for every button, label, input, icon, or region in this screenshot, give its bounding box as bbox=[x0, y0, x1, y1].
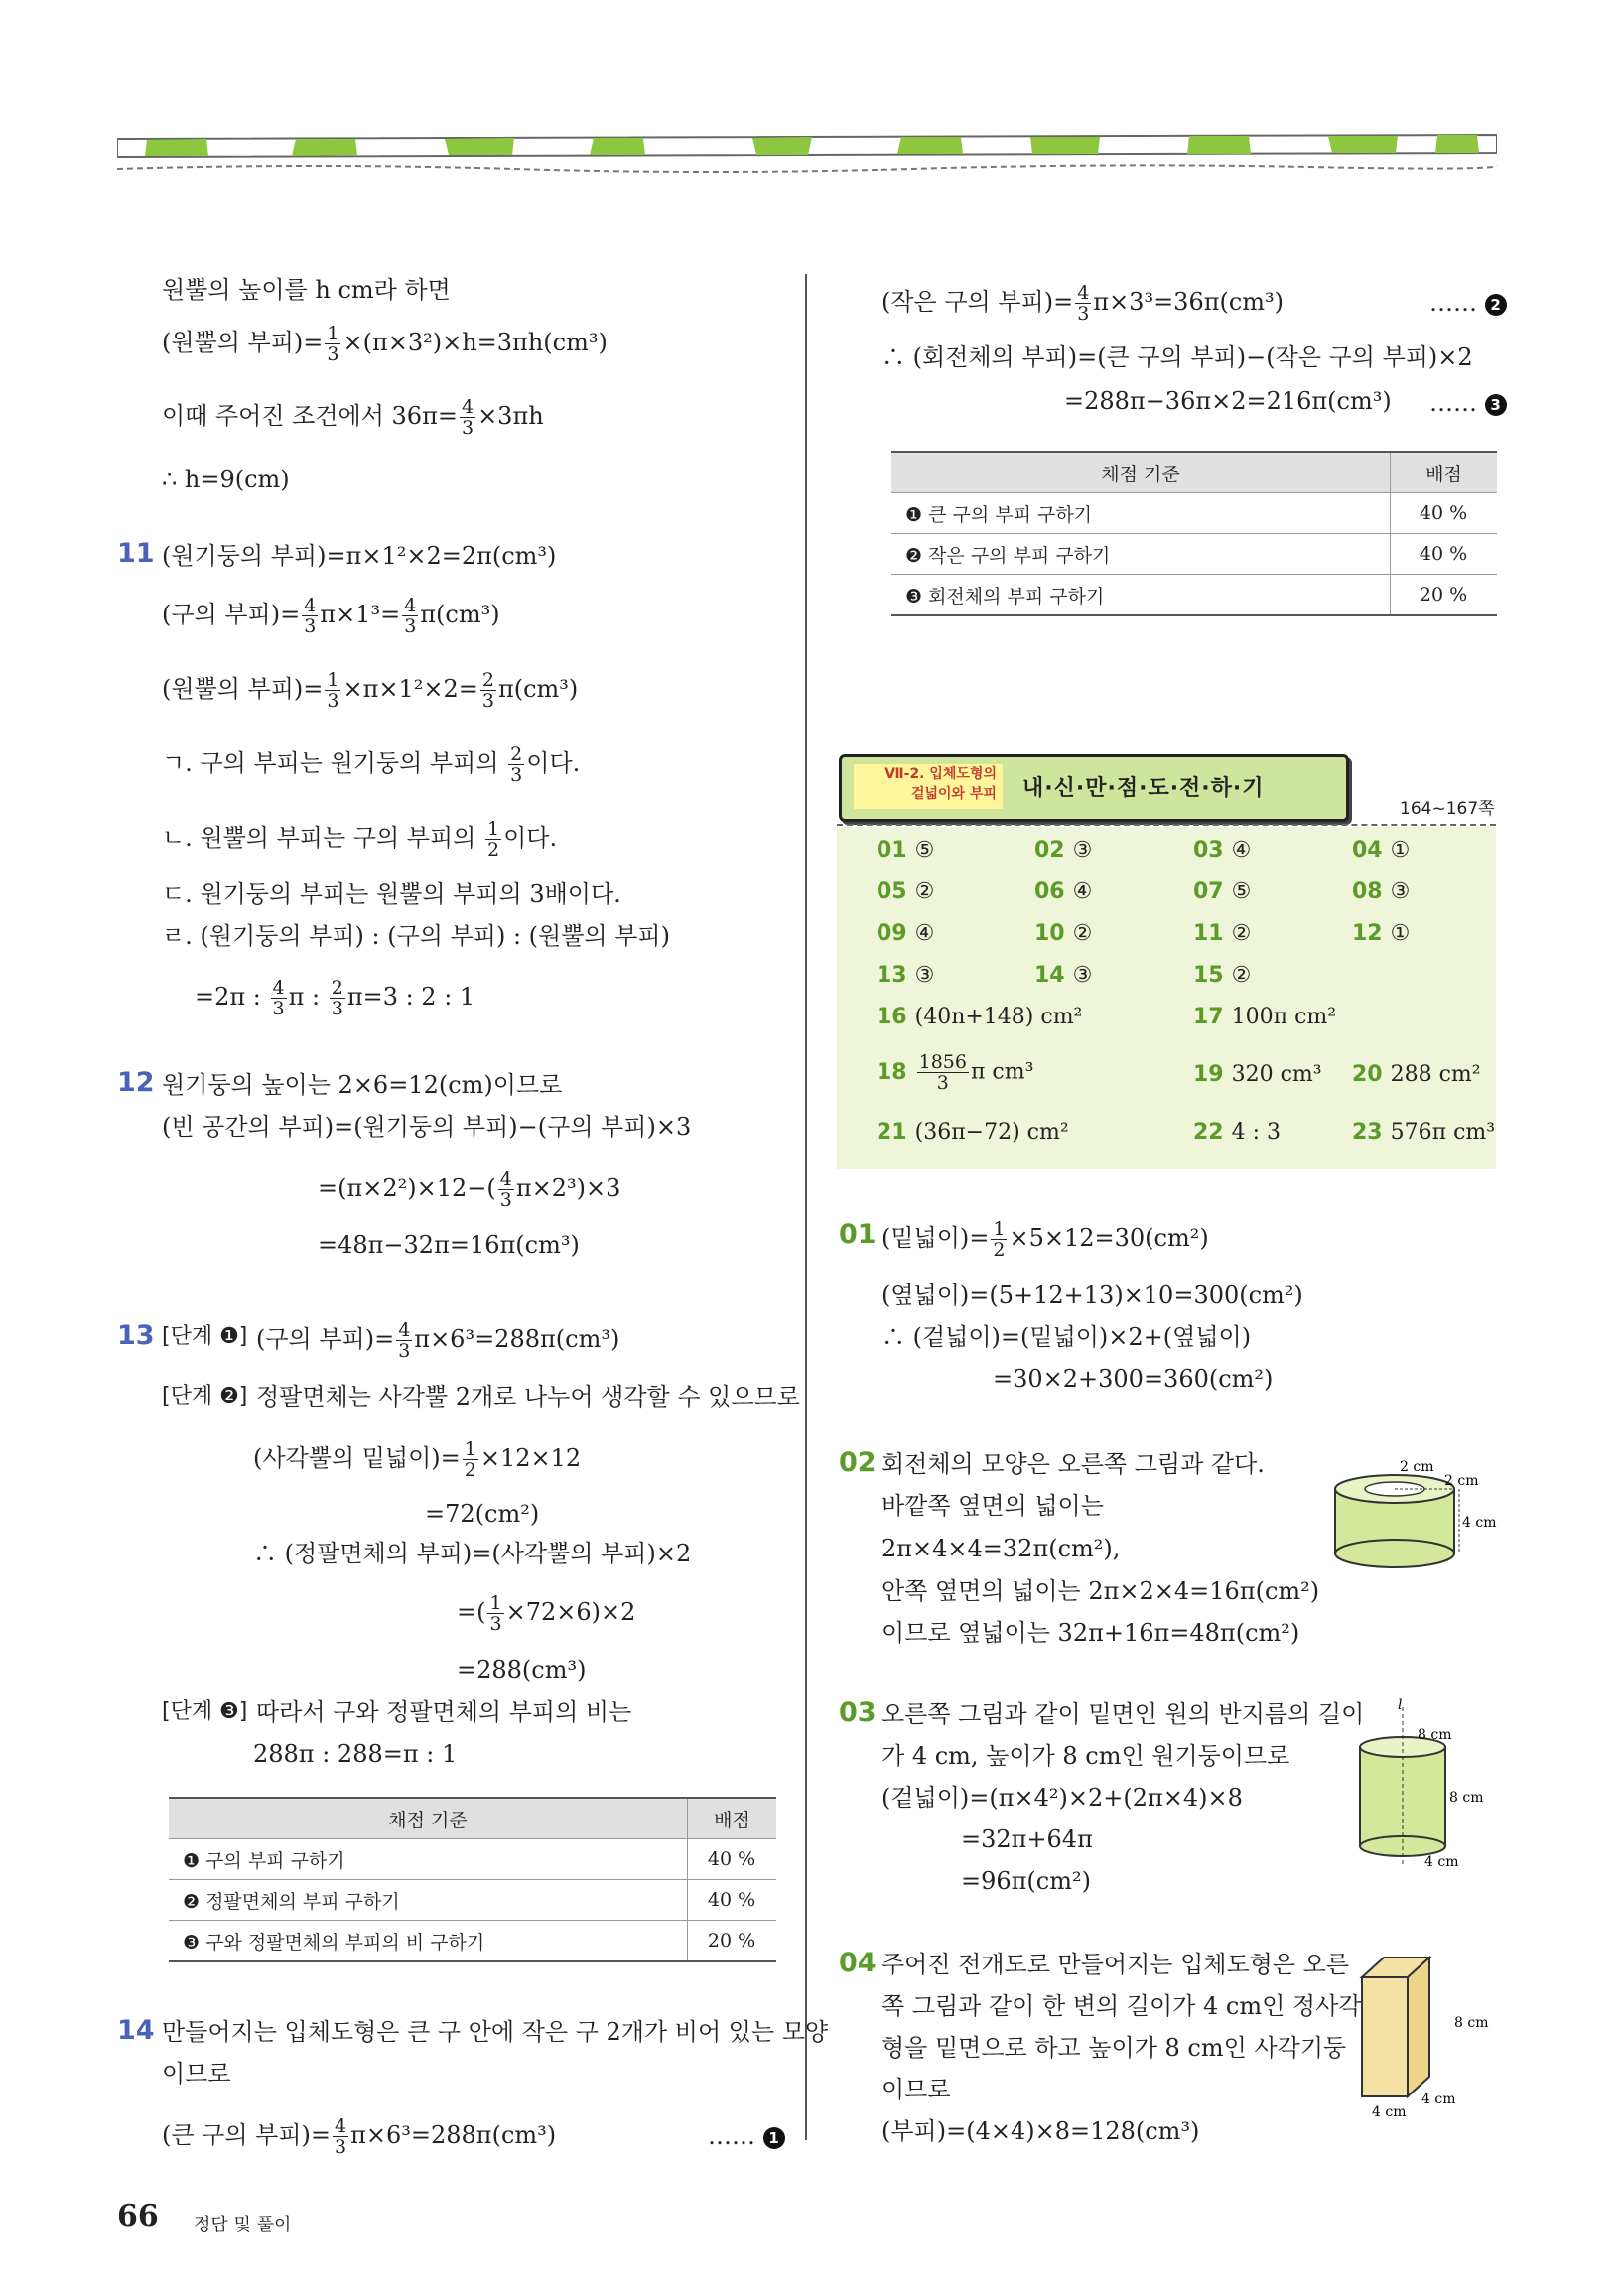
svg-text:l: l bbox=[1398, 1697, 1403, 1713]
text-line: ∴ h=9(cm) bbox=[162, 466, 290, 493]
svg-text:2 cm: 2 cm bbox=[1444, 1473, 1479, 1489]
step-label: [단계 ❷] bbox=[162, 1384, 248, 1409]
text-line: 이므로 bbox=[162, 2060, 231, 2088]
text-line: ∴ (정팔면체의 부피)=(사각뿔의 부피)×2 bbox=[253, 1540, 692, 1567]
text-line: ㄷ. 원기둥의 부피는 원뿔의 부피의 3배이다. bbox=[162, 880, 621, 908]
text-line: (큰 구의 부피)= $\frac{4}{3}$ π×6³=288π(cm³) bbox=[162, 2115, 557, 2158]
text-line: 안쪽 옆면의 넓이는 2π×2×4=16π(cm²) bbox=[881, 1577, 1320, 1605]
text-line: 288π : 288=π : 1 bbox=[253, 1740, 458, 1768]
text-line: =96π(cm²) bbox=[961, 1867, 1091, 1895]
answer-item: 20 288 cm² bbox=[1352, 1062, 1481, 1087]
banner-rule bbox=[837, 824, 1496, 826]
text-line: ∴ (겉넓이)=(밑넓이)×2+(옆넓이) bbox=[881, 1323, 1252, 1351]
answer-item: 03 ④ bbox=[1193, 838, 1252, 863]
answer-item: 21 (36π−72) cm² bbox=[877, 1120, 1069, 1145]
answer-item: 12 ① bbox=[1352, 921, 1411, 946]
answer-item: 22 4 : 3 bbox=[1193, 1120, 1282, 1145]
text-line: ㄱ. 구의 부피는 원기둥의 부피의 $\frac{2}{3}$ 이다. bbox=[162, 743, 581, 786]
text-line: 가 4 cm, 높이가 8 cm인 원기둥이므로 bbox=[881, 1742, 1290, 1770]
table-row: ❷ 정팔면체의 부피 구하기 40 % bbox=[169, 1880, 776, 1921]
question-number: 03 bbox=[839, 1697, 877, 1728]
answer-item: 10 ② bbox=[1034, 921, 1093, 946]
text-line: 바깥쪽 옆면의 넓이는 bbox=[881, 1492, 1104, 1520]
svg-text:8 cm: 8 cm bbox=[1418, 1727, 1452, 1743]
answer-item: 19 320 cm³ bbox=[1193, 1062, 1322, 1087]
footer-title: 정답 및 풀이 bbox=[194, 2215, 292, 2235]
question-number: 11 bbox=[117, 538, 155, 569]
answer-item: 13 ③ bbox=[877, 963, 935, 988]
text-line: (겉넓이)=(π×4²)×2+(2π×4)×8 bbox=[881, 1784, 1243, 1812]
text-line: (원뿔의 부피)= $\frac{1}{3}$ ×π×1²×2= $\frac{2}{3}$ π(cm³) bbox=[162, 669, 579, 712]
step-marker: …… 2 bbox=[1429, 286, 1507, 320]
step-label: [단계 ❶] bbox=[162, 1324, 248, 1349]
svg-text:4 cm: 4 cm bbox=[1424, 1854, 1459, 1870]
text-line: 오른쪽 그림과 같이 밑면인 원의 반지름의 길이 bbox=[881, 1700, 1365, 1728]
text-line: =30×2+300=360(cm²) bbox=[993, 1365, 1274, 1393]
table-header: 배점 bbox=[1391, 452, 1498, 493]
table-row: ❶ 큰 구의 부피 구하기 40 % bbox=[891, 493, 1497, 534]
answer-item: 09 ④ bbox=[877, 921, 935, 946]
text-line: 따라서 구와 정팔면체의 부피의 비는 bbox=[256, 1698, 632, 1726]
text-line: (부피)=(4×4)×8=128(cm³) bbox=[881, 2117, 1200, 2145]
answer-item: 05 ② bbox=[877, 879, 935, 904]
answer-item: 04 ① bbox=[1352, 838, 1411, 863]
answer-item: 01 ⑤ bbox=[877, 838, 935, 863]
answer-item: 06 ④ bbox=[1034, 879, 1093, 904]
answer-item: 11 ② bbox=[1193, 921, 1252, 946]
ring-cylinder-figure bbox=[1320, 1459, 1499, 1578]
text-line: 이므로 bbox=[881, 2076, 951, 2103]
text-line: (원뿔의 부피)= $\frac{1}{3}$ ×(π×3²)×h=3πh(cm³) bbox=[162, 323, 608, 365]
page-range: 164~167쪽 bbox=[1400, 799, 1495, 819]
text-line: 형을 밑면으로 하고 높이가 8 cm인 사각기둥 bbox=[881, 2034, 1347, 2062]
table-row: ❸ 구와 정팔면체의 부피의 비 구하기 20 % bbox=[169, 1921, 776, 1962]
text-line: =48π−32π=16π(cm³) bbox=[318, 1231, 580, 1259]
page-number: 66 bbox=[117, 2199, 159, 2233]
text-line: =72(cm²) bbox=[425, 1500, 540, 1528]
text-line: =( $\frac{1}{3}$ ×72×6)×2 bbox=[457, 1592, 636, 1635]
text-line: (사각뿔의 밑넓이)= $\frac{1}{2}$ ×12×12 bbox=[253, 1438, 582, 1481]
text-line: =288(cm³) bbox=[457, 1656, 587, 1684]
question-number: 02 bbox=[839, 1447, 877, 1478]
text-line: 2π×4×4=32π(cm²), bbox=[881, 1535, 1121, 1562]
text-line: ∴ (회전체의 부피)=(큰 구의 부피)−(작은 구의 부피)×2 bbox=[881, 343, 1473, 371]
text-line: (원기둥의 부피)=π×1²×2=2π(cm³) bbox=[162, 542, 557, 570]
text-line: =2π : $\frac{4}{3}$ π : $\frac{2}{3}$ π=3 : 2 : 1 bbox=[195, 977, 475, 1019]
question-number: 01 bbox=[839, 1219, 877, 1250]
text-line: 쪽 그림과 같이 한 변의 길이가 4 cm인 정사각 bbox=[881, 1992, 1362, 2020]
svg-text:8 cm: 8 cm bbox=[1449, 1790, 1484, 1806]
text-line: 정팔면체는 사각뿔 2개로 나누어 생각할 수 있으므로 bbox=[256, 1383, 800, 1411]
question-number: 13 bbox=[117, 1320, 155, 1351]
svg-text:4 cm: 4 cm bbox=[1421, 2092, 1456, 2107]
prism-figure bbox=[1350, 1948, 1499, 2126]
text-line: =(π×2²)×12−( $\frac{4}{3}$ π×2³)×3 bbox=[318, 1168, 621, 1211]
answer-item: 16 (40n+148) cm² bbox=[877, 1005, 1083, 1029]
unit-label: Ⅶ-2. 입체도형의 겉넓이와 부피 bbox=[854, 764, 1003, 809]
table-header: 배점 bbox=[688, 1798, 777, 1839]
answer-item: 17 100π cm² bbox=[1193, 1005, 1337, 1029]
text-line: ㄹ. (원기둥의 부피) : (구의 부피) : (원뿔의 부피) bbox=[162, 922, 670, 950]
text-line: (밑넓이)= $\frac{1}{2}$ ×5×12=30(cm²) bbox=[881, 1218, 1209, 1261]
text-line: ㄴ. 원뿔의 부피는 구의 부피의 $\frac{1}{2}$ 이다. bbox=[162, 818, 558, 861]
text-line: 이므로 옆넓이는 32π+16π=48π(cm²) bbox=[881, 1619, 1300, 1647]
table-header: 채점 기준 bbox=[891, 452, 1391, 493]
column-divider bbox=[805, 274, 807, 2140]
step-marker: …… 1 bbox=[708, 2119, 785, 2153]
text-line: (구의 부피)= $\frac{4}{3}$ π×1³= $\frac{4}{3}$ π(cm³) bbox=[162, 595, 500, 637]
text-line: 주어진 전개도로 만들어지는 입체도형은 오른 bbox=[881, 1951, 1350, 1978]
scoring-table bbox=[169, 1797, 776, 1962]
text-line: 이때 주어진 조건에서 36π= $\frac{4}{3}$ ×3πh bbox=[162, 396, 544, 439]
text-line: (옆넓이)=(5+12+13)×10=300(cm²) bbox=[881, 1282, 1303, 1309]
svg-text:8 cm: 8 cm bbox=[1454, 2015, 1489, 2031]
answer-item: 07 ⑤ bbox=[1193, 879, 1252, 904]
text-line: 원기둥의 높이는 2×6=12(cm)이므로 bbox=[162, 1071, 563, 1099]
scoring-table bbox=[891, 451, 1497, 616]
answer-item: 14 ③ bbox=[1034, 963, 1093, 988]
table-row: ❷ 작은 구의 부피 구하기 40 % bbox=[891, 534, 1497, 575]
text-line: =288π−36π×2=216π(cm³) bbox=[1064, 387, 1392, 415]
question-number: 04 bbox=[839, 1948, 877, 1978]
answer-item: 23 576π cm³ bbox=[1352, 1120, 1496, 1145]
svg-text:4 cm: 4 cm bbox=[1462, 1515, 1497, 1531]
answer-item: 18 $\frac{1856}{3}$ π cm³ bbox=[877, 1051, 1034, 1094]
text-line: (작은 구의 부피)= $\frac{4}{3}$ π×3³=36π(cm³) bbox=[881, 282, 1285, 325]
text-line: 회전체의 모양은 오른쪽 그림과 같다. bbox=[881, 1450, 1265, 1478]
answer-item: 02 ③ bbox=[1034, 838, 1093, 863]
step-label: [단계 ❸] bbox=[162, 1699, 248, 1724]
text-line: (빈 공간의 부피)=(원기둥의 부피)−(구의 부피)×3 bbox=[162, 1113, 692, 1141]
svg-text:2 cm: 2 cm bbox=[1400, 1459, 1434, 1475]
text-line: 원뿔의 높이를 h cm라 하면 bbox=[162, 276, 451, 304]
table-row: ❶ 구의 부피 구하기 40 % bbox=[169, 1839, 776, 1880]
answer-key bbox=[837, 827, 1496, 1169]
text-line: 만들어지는 입체도형은 큰 구 안에 작은 구 2개가 비어 있는 모양 bbox=[162, 2018, 829, 2046]
cylinder-figure bbox=[1350, 1697, 1499, 1876]
answer-item: 08 ③ bbox=[1352, 879, 1411, 904]
header-decoration bbox=[117, 127, 1497, 177]
banner-title: 내·신·만·점·도·전·하·기 bbox=[1022, 776, 1265, 801]
text-line: (구의 부피)= $\frac{4}{3}$ π×6³=288π(cm³) bbox=[256, 1319, 620, 1362]
table-row: ❸ 회전체의 부피 구하기 20 % bbox=[891, 575, 1497, 616]
text-line: =32π+64π bbox=[961, 1825, 1093, 1853]
svg-text:4 cm: 4 cm bbox=[1372, 2104, 1407, 2120]
table-header: 채점 기준 bbox=[169, 1798, 688, 1839]
step-marker: …… 3 bbox=[1429, 386, 1507, 420]
answer-item: 15 ② bbox=[1193, 963, 1252, 988]
question-number: 14 bbox=[117, 2015, 155, 2046]
question-number: 12 bbox=[117, 1067, 155, 1098]
